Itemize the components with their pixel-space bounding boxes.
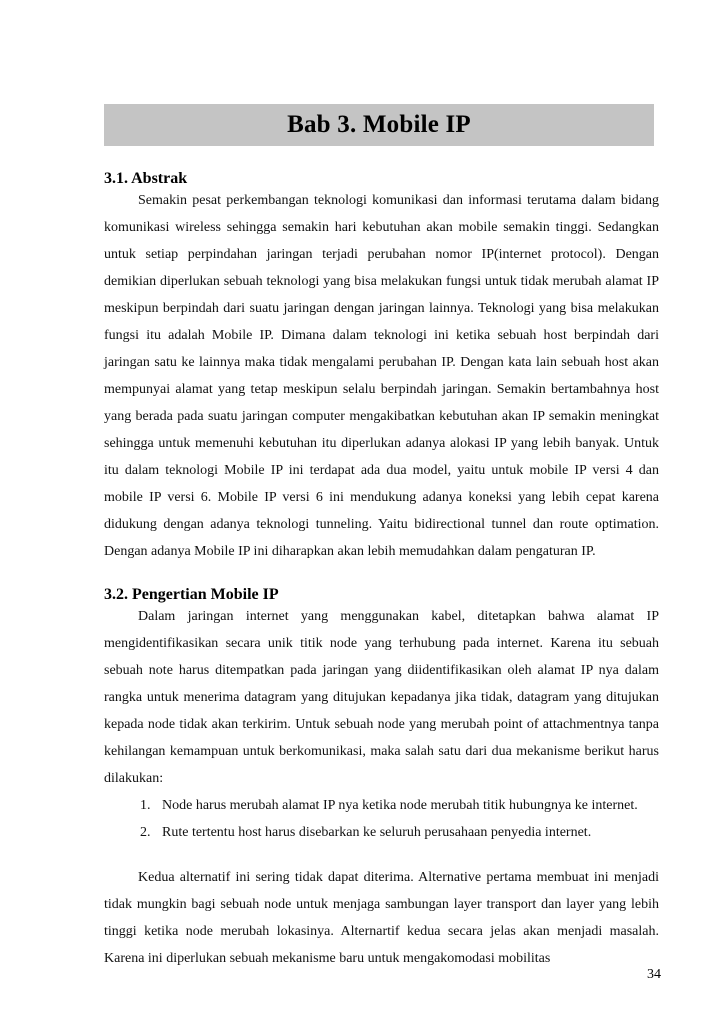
list-number: 2. <box>140 825 151 840</box>
chapter-title-bar <box>104 104 654 146</box>
paragraph: Semakin pesat perkembangan teknologi komunikasi dan informasi terutama dalam bidang komunikasi wireless sehingga semakin hari kebutuhan akan mobile semakin tinggi. Sedangkan untuk setiap perpindahan jaringan terjadi perubahan nomor IP(internet protocol). Dengan demikian diperlukan sebuah teknologi yang bisa melakukan fungsi untuk tidak merubah alamat IP meskipun berpindah dari suatu jaringan dengan jaringan lainnya. Teknologi yang bisa melakukan fungsi itu adalah Mobile IP. Dimana dalam teknologi ini ketika sebuah host berpindah dari jaringan satu ke lainnya maka tidak mengalami perubahan IP. Dengan kata lain sebuah host akan mempunyai alamat yang tetap meskipun selalu berpindah jaringan. Semakin bertambahnya host yang berada pada suatu jaringan computer mengakibatkan kebutuhan akan IP semakin meningkat sehingga untuk memenuhi kebutuhan itu diperlukan adanya alokasi IP yang lebih banyak. Untuk itu dalam teknologi Mobile IP ini terdapat ada dua model, yaitu untuk mobile IP versi 4 dan mobile IP versi 6. Mobile IP versi 6 ini mendukung adanya koneksi yang lebih cepat karena didukung dengan adanya teknologi tunneling. Yaitu bidirectional tunnel dan route optimation. Dengan adanya Mobile IP ini diharapkan akan lebih memudahkan dalam pengaturan IP. <box>104 193 659 559</box>
list-text: Node harus merubah alamat IP nya ketika node merubah titik hubungnya ke internet. <box>162 798 638 813</box>
page-number: 34 <box>647 967 661 982</box>
numbered-list <box>104 792 659 846</box>
paragraph: Dalam jaringan internet yang menggunakan kabel, ditetapkan bahwa alamat IP mengidentifikasikan secara unik titik node yang terhubung pada internet. Karena itu sebuah sebuah note harus ditempatkan pada jaringan yang diidentifikasikan oleh alamat IP nya dalam rangka untuk menerima datagram yang ditujukan kepadanya jika tidak, datagram yang ditujukan kepada node tidak akan terkirim. Untuk sebuah node yang merubah point of attachmentnya tanpa kehilangan kemampuan untuk berkomunikasi, maka salah satu dari dua mekanisme berikut harus dilakukan: <box>104 609 659 786</box>
section-heading: 3.2. Pengertian Mobile IP <box>104 586 279 603</box>
chapter-title: Bab 3. Mobile IP <box>287 111 471 138</box>
section-abstrak <box>104 168 659 565</box>
section-pengertian-mobile-ip <box>104 584 659 972</box>
page-content <box>104 168 659 972</box>
list-number: 1. <box>140 798 151 813</box>
list-item <box>104 819 659 846</box>
list-text: Rute tertentu host harus disebarkan ke seluruh perusahaan penyedia internet. <box>162 825 592 840</box>
section-heading: 3.1. Abstrak <box>104 170 188 187</box>
list-spacer <box>104 846 659 864</box>
list-item <box>104 792 659 819</box>
paragraph: Kedua alternatif ini sering tidak dapat diterima. Alternative pertama membuat ini menjadi tidak mungkin bagi sebuah node untuk menjaga sambungan layer transport dan layer yang lebih tinggi ketika node merubah lokasinya. Alternartif kedua secara jelas akan menjadi masalah. Karena ini diperlukan sebuah mekanisme baru untuk mengakomodasi mobilitas <box>104 870 659 966</box>
section-spacer <box>104 565 659 584</box>
